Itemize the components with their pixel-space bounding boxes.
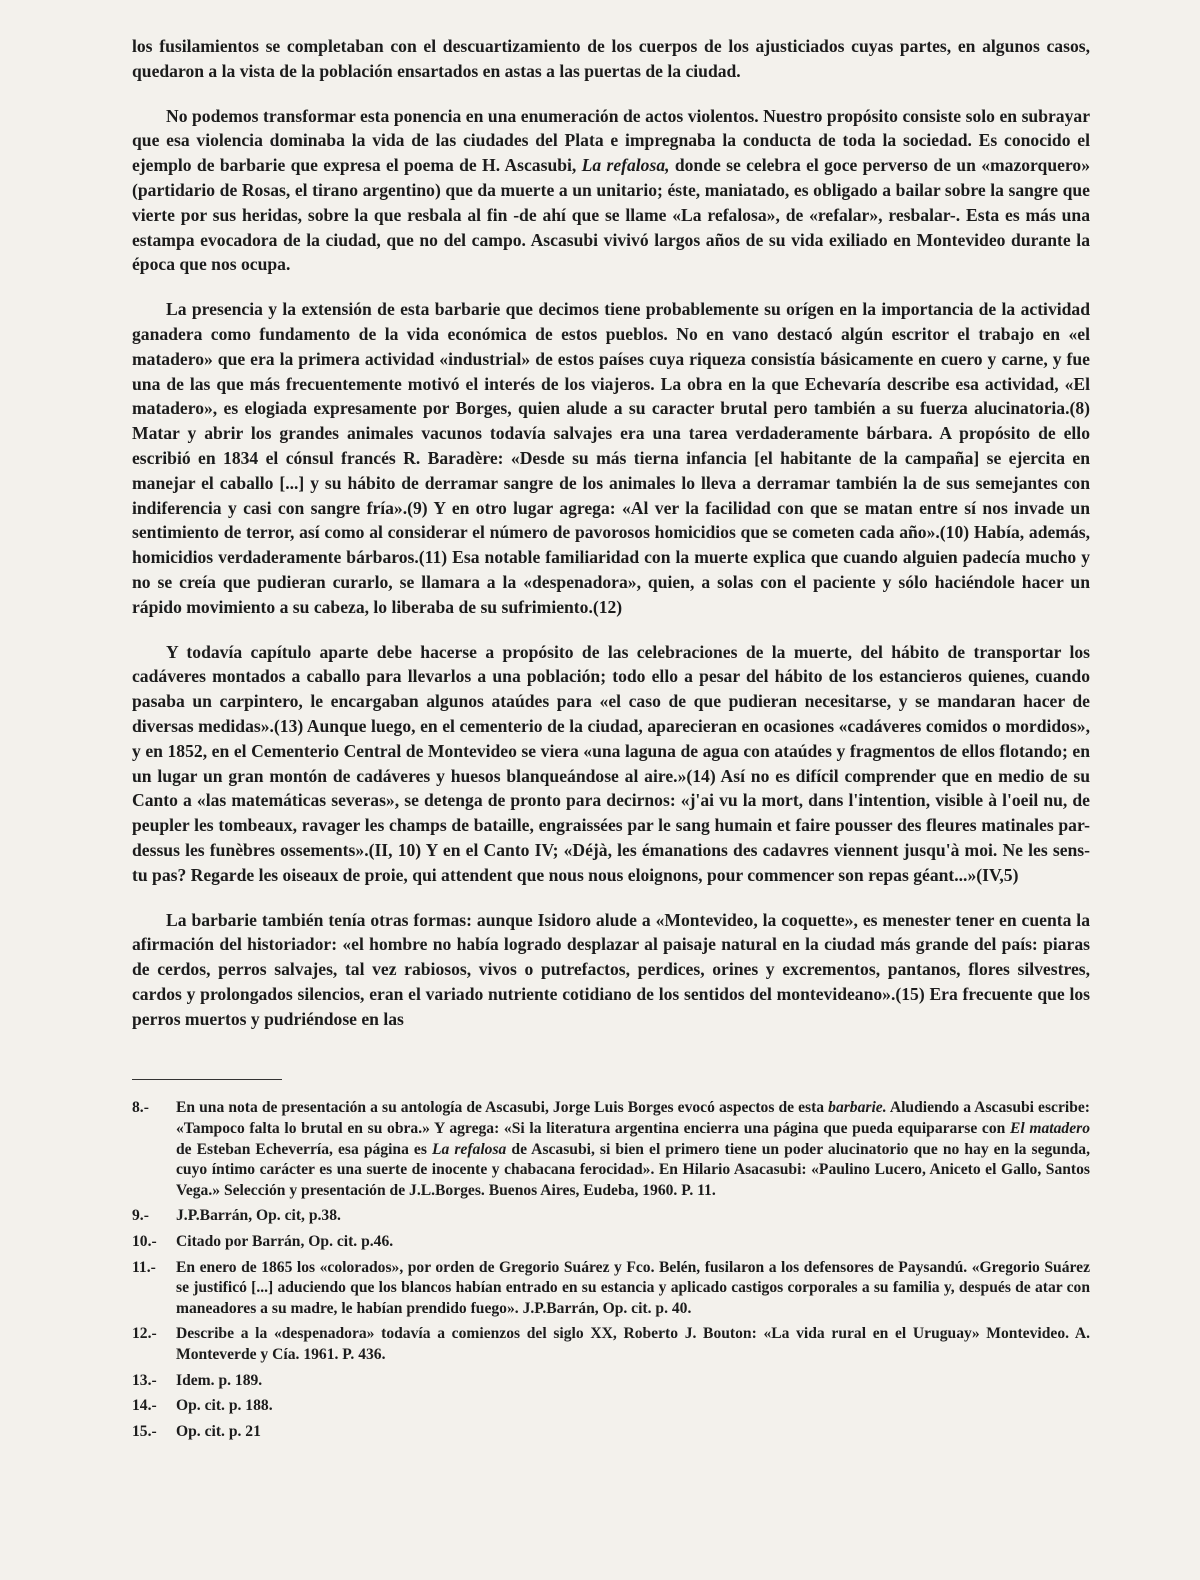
- body-text: [132, 34, 1090, 1031]
- text-segment: La presencia y la extensión de esta barbarie que decimos tiene probablemente su orígen en la importancia de la actividad ganadera como fundamento de la vida económica de estos pueblos. No en vano destacó algún escritor el trabajo en «el matadero» que era la primera actividad «industrial» de estos países cuya riqueza consistía básicamente en cuero y carne, y fue una de las que más frecuentemente motivó el interés de los viajeros. La obra en la que Echevaría describe esa actividad, «El matadero», es elogiada expresamente por Borges, quien alude a su caracter brutal pero también a su fuerza alucinatoria.(8) Matar y abrir los grandes animales vacunos todavía salvajes era una tarea verdaderamente bárbara. A propósito de ello escribió en 1834 el cónsul francés R. Baradère: «Desde su más tierna infancia [el habitante de la campaña] se ejercita en manejar el caballo [...] y su hábito de derramar sangre de los animales lo lleva a derramar también la de sus semejantes con indiferencia y casi con sangre fría».(9) Y en otro lugar agrega: «Al ver la facilidad con que se matan entre sí nos invade un sentimiento de terror, así como al considerar el número de pavorosos homicidios que se cometen cada año».(10) Había, además, homicidios verdaderamente bárbaros.(11) Esa notable familiaridad con la muerte explica que cuando alguien padecía mucho y no se creía que pudieran curarlo, se llamara a la «despenadora», quien, a solas con el paciente y sólo haciéndole hacer un rápido movimiento a su cabeza, lo liberaba de su sufrimiento.(12): [132, 299, 1090, 617]
- text-segment: donde se celebra el goce perverso de un «mazorquero» (partidario de Rosas, el tirano argentino) que da muerte a un unitario; éste, maniatado, es obligado a bailar sobre la sangre que vierte por sus heridas, sobre la que resbala al fin -de ahí que se llame «La refalosa», de «refalar», resbalar-. Esta es más una estampa evocadora de la ciudad, que no del campo. Ascasubi vivivó largos años de su vida exiliado en Montevideo durante la época que nos ocupa.: [132, 155, 1091, 275]
- footnote-13: [132, 1371, 1090, 1392]
- footnote-text: Citado por Barrán, Op. cit. p.46.: [176, 1233, 394, 1251]
- text-segment-italic: El matadero: [1009, 1120, 1090, 1138]
- text-segment: En una nota de presentación a su antología de Ascasubi, Jorge Luis Borges evocó aspectos de esta: [176, 1099, 829, 1117]
- footnote-text: [176, 1098, 1090, 1201]
- footnote-10: [132, 1232, 1090, 1253]
- footnote-number: 12.-: [132, 1325, 157, 1343]
- text-segment: Aludiendo a Ascasubi escribe: «Tampoco falta lo brutal en su obra.» Y agrega: «Si la literatura argentina encierra una página que pueda equipararse con: [176, 1099, 1090, 1138]
- paragraph-5: [132, 908, 1090, 1032]
- text-segment-italic: barbarie.: [828, 1099, 887, 1117]
- footnote-12: [132, 1324, 1090, 1365]
- footnote-number: 14.-: [132, 1397, 157, 1415]
- footnote-number: 9.-: [132, 1207, 149, 1225]
- footnote-text: Op. cit. p. 188.: [176, 1397, 273, 1415]
- text-segment-italic: La refalosa,: [581, 155, 670, 176]
- footnote-15: [132, 1422, 1090, 1443]
- footnote-9: [132, 1206, 1090, 1227]
- text-segment: Y todavía capítulo aparte debe hacerse a propósito de las celebraciones de la muerte, del hábito de transportar los cadáveres montados a caballo para llevarlos a una población; todo ello a pesar del hábito de los estancieros quienes, cuando pasaba un carpintero, le encargaban algunos ataúdes para «el caso de que pudieran necesitarse, y se mandaran hacer de diversas medidas».(13) Aunque luego, en el cementerio de la ciudad, aparecieran en ocasiones «cadáveres comidos o mordidos», y en 1852, en el Cementerio Central de Montevideo se viera «una laguna de agua con ataúdes y fragmentos de ellos flotando; en un lugar un gran montón de cadáveres y huesos blanqueándose al aire.»(14) Así no es difícil comprender que en medio de su Canto a «las matemáticas severas», se detenga de pronto para decirnos: «j'ai vu la mort, dans l'intention, visible à l'oeil nu, de peupler les tombeaux, ravager les champs de bataille, engraissées par le sang humain et faire pousser des fleures matinales par-dessus les funèbres ossements».(II, 10) Y en el Canto IV; «Déjà, les émanations des cadavres viennent jusqu'à moi. Ne les sens-tu pas? Regarde les oiseaux de proie, qui attendent que nous nous eloignons, pour commencer son repas géant...»(IV,5): [132, 641, 1090, 885]
- footnote-text: Idem. p. 189.: [176, 1371, 263, 1389]
- footnote-text: J.P.Barrán, Op. cit, p.38.: [176, 1207, 341, 1225]
- paragraph-1: [132, 34, 1090, 84]
- footnote-number: 15.-: [132, 1422, 157, 1440]
- footnote-14: [132, 1396, 1090, 1417]
- paragraph-3: [132, 297, 1090, 619]
- footnote-text: Op. cit. p. 21: [176, 1422, 261, 1440]
- footnote-number: 11.-: [132, 1258, 156, 1276]
- text-segment: No podemos transformar esta ponencia en una enumeración de actos violentos. Nuestro propósito consiste solo en subrayar que esa violencia dominaba la vida de las ciudades del Plata e impregnaba la conducta de toda la sociedad. Es conocido el ejemplo de barbarie que expresa el poema de H. Ascasubi,: [132, 105, 1090, 176]
- footnote-11: [132, 1258, 1090, 1320]
- text-segment: de Esteban Echeverría, esa página es: [176, 1140, 432, 1158]
- paragraph-2: [132, 104, 1090, 278]
- footnote-number: 10.-: [132, 1233, 157, 1251]
- footnotes: [132, 1098, 1090, 1442]
- footnote-8: [132, 1098, 1090, 1201]
- text-segment: La barbarie también tenía otras formas: aunque Isidoro alude a «Montevideo, la coquette», es menester tener en cuenta la afirmación del historiador: «el hombre no había logrado desplazar al paisaje natural en la ciudad más grande del país: piaras de cerdos, perros salvajes, tal vez rabiosos, vivos o putrefactos, perdices, orines y excrementos, pantanos, flores silvestres, cardos y prolongados silencios, eran el variado nutriente cotidiano de los sentidos del montevideano».(15) Era frecuente que los perros muertos y pudriéndose en las: [132, 909, 1090, 1029]
- footnote-text: Describe a la «despenadora» todavía a comienzos del siglo XX, Roberto J. Bouton: «La vida rural en el Uruguay» Montevideo. A. Monteverde y Cía. 1961. P. 436.: [176, 1325, 1090, 1364]
- footnote-number: 13.-: [132, 1371, 157, 1389]
- text-segment: de Ascasubi, si bien el primero tiene un poder alucinatorio que no hay en la segunda, cuyo íntimo carácter es una suerte de inocente y chabacana ferocidad». En Hilario Asacasubi: «Paulino Lucero, Aniceto el Gallo, Santos Vega.» Selección y presentación de J.L.Borges. Buenos Aires, Eudeba, 1960. P. 11.: [176, 1140, 1090, 1199]
- footnote-divider: [132, 1079, 282, 1080]
- footnote-text: En enero de 1865 los «colorados», por orden de Gregorio Suárez y Fco. Belén, fusilaron a los defensores de Paysandú. «Gregorio Suárez se justificó [...] aduciendo que los blancos habían entrado en su estancia y aplicado castigos corporales a su familia y, después de atar con maneadores a su madre, le habían prendido fuego». J.P.Barrán, Op. cit. p. 40.: [176, 1258, 1090, 1317]
- text-segment-italic: La refalosa: [431, 1140, 507, 1158]
- paragraph-4: [132, 640, 1090, 888]
- text-segment: los fusilamientos se completaban con el descuartizamiento de los cuerpos de los ajusticiados cuyas partes, en algunos casos, quedaron a la vista de la población ensartados en astas a las puertas de la ciudad.: [132, 36, 1090, 81]
- footnote-number: 8.-: [132, 1099, 149, 1117]
